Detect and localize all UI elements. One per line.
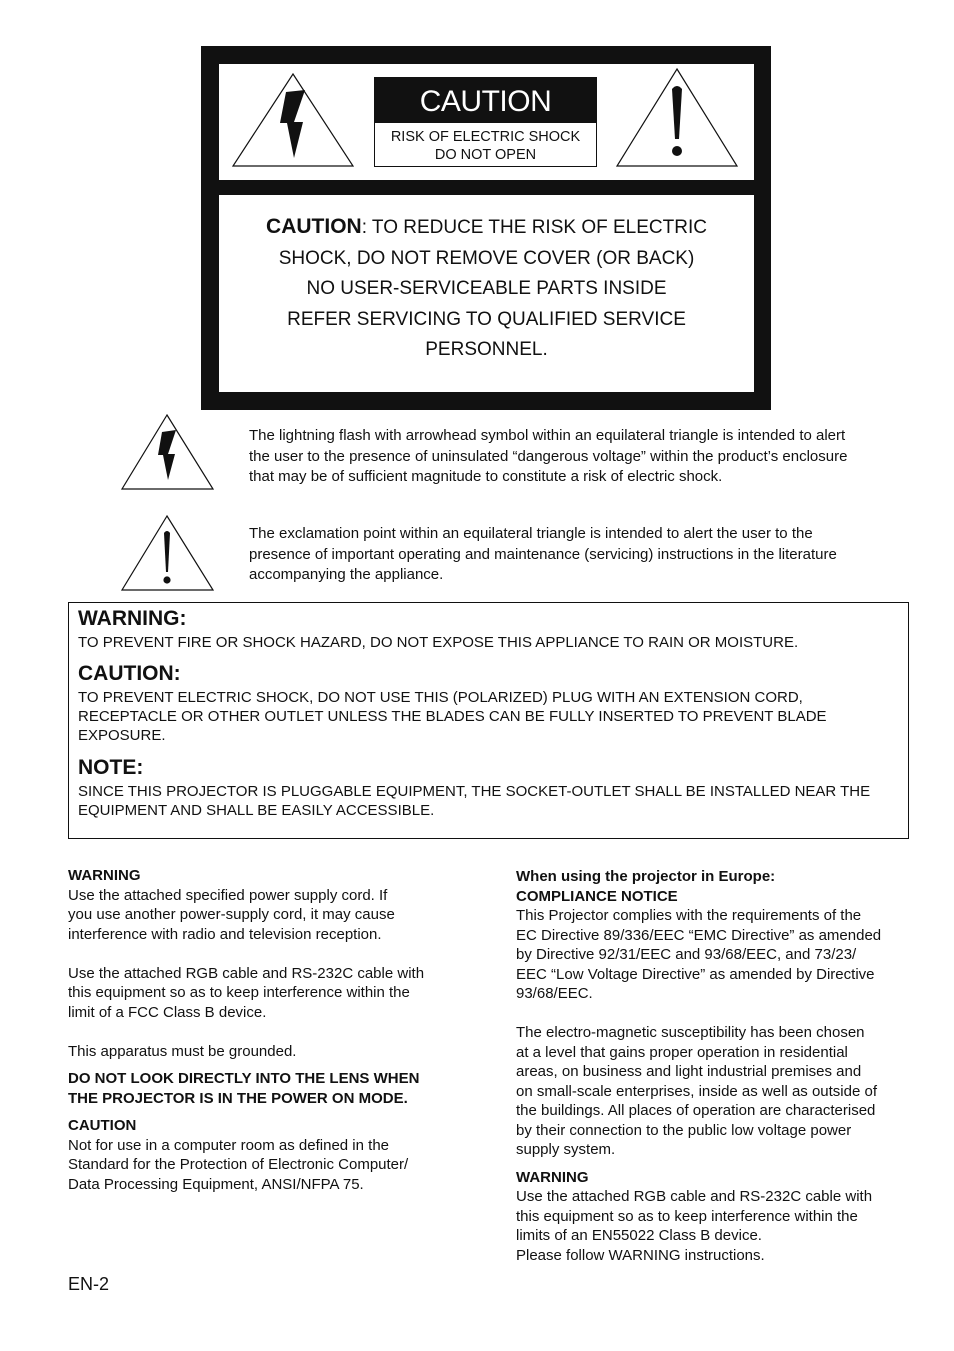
left-caution-heading: CAUTION — [68, 1117, 137, 1134]
left-caution-line: Data Processing Equipment, ANSI/NFPA 75. — [68, 1175, 364, 1193]
caution-statement-line: PERSONNEL. — [425, 339, 548, 360]
em-line: areas, on business and light industrial premises and — [516, 1063, 862, 1080]
caution-statement-bold: CAUTION — [266, 215, 362, 238]
left-grounded-text: This apparatus must be grounded. — [68, 1042, 297, 1060]
em-line: by their connection to the public low voltage power — [516, 1121, 852, 1139]
em-line: the buildings. All places of operation are characterised — [516, 1102, 876, 1119]
caution-statement-line: SHOCK, DO NOT REMOVE COVER (OR BACK) — [278, 247, 695, 269]
europe-heading: When using the projector in Europe: — [516, 868, 776, 885]
left-warning-heading: WARNING — [68, 867, 141, 884]
caution-statement-line — [219, 212, 754, 244]
left-rgb-line: this equipment so as to keep interference within the — [68, 984, 410, 1001]
left-lens-warning: DO NOT LOOK DIRECTLY INTO THE LENS WHEN — [68, 1070, 420, 1087]
compliance-line: EC Directive 89/336/EEC “EMC Directive” as amended — [516, 926, 882, 944]
exclamation-triangle-icon — [615, 67, 739, 168]
em-line: on small-scale enterprises, inside as well as outside of — [516, 1082, 878, 1100]
note-text-line: EQUIPMENT AND SHALL BE EASILY ACCESSIBLE. — [78, 802, 435, 819]
em-line: supply system. — [516, 1141, 616, 1158]
exclamation-symbol-description — [249, 524, 929, 586]
lightning-symbol-icon — [120, 413, 215, 491]
left-lens-warning: THE PROJECTOR IS IN THE POWER ON MODE. — [68, 1089, 408, 1107]
warning-heading: WARNING: — [78, 607, 187, 630]
compliance-line: EEC “Low Voltage Directive” as amended by Directive — [516, 965, 875, 983]
left-caution-line: Not for use in a computer room as defined in the — [68, 1136, 390, 1154]
right-warning-line: Please follow WARNING instructions. — [516, 1246, 765, 1264]
caution-statement — [219, 212, 754, 366]
right-warning-line: limits of an EN55022 Class B device. — [516, 1227, 762, 1244]
note-text-line: SINCE THIS PROJECTOR IS PLUGGABLE EQUIPMENT, THE SOCKET-OUTLET SHALL BE INSTALLED NEAR THE — [78, 783, 871, 800]
warning-text: TO PREVENT FIRE OR SHOCK HAZARD, DO NOT EXPOSE THIS APPLIANCE TO RAIN OR MOISTURE. — [78, 634, 799, 651]
description-line: The exclamation point within an equilateral triangle is intended to alert the user to the — [249, 525, 813, 542]
left-caution-line: Standard for the Protection of Electronic Computer/ — [68, 1156, 409, 1173]
em-line: The electro-magnetic susceptibility has been chosen — [516, 1024, 865, 1041]
description-line: presence of important operating and maintenance (servicing) instructions in the literature — [249, 545, 837, 563]
caution-text-line: TO PREVENT ELECTRIC SHOCK, DO NOT USE THIS (POLARIZED) PLUG WITH AN EXTENSION CORD, — [78, 689, 803, 706]
lightning-symbol-description — [249, 426, 929, 488]
compliance-heading: COMPLIANCE NOTICE — [516, 887, 678, 905]
right-warning-line: Use the attached RGB cable and RS-232C cable with — [516, 1188, 873, 1205]
left-warning-line: Use the attached specified power supply cord. If — [68, 886, 388, 904]
caution-label-line: RISK OF ELECTRIC SHOCK — [390, 129, 581, 145]
caution-text — [78, 688, 827, 745]
page-number: EN-2 — [68, 1274, 110, 1294]
description-line: the user to the presence of uninsulated “dangerous voltage” within the product’s enclosure — [249, 447, 848, 465]
caution-text-line: EXPOSURE. — [78, 727, 166, 744]
left-warning-line: interference with radio and television reception. — [68, 925, 382, 943]
caution-statement-line: REFER SERVICING TO QUALIFIED SERVICE — [287, 308, 686, 330]
caution-label — [374, 77, 597, 167]
right-column — [516, 867, 936, 1265]
left-rgb-line: limit of a FCC Class B device. — [68, 1003, 267, 1021]
description-line: The lightning flash with arrowhead symbol within an equilateral triangle is intended to alert — [249, 427, 846, 444]
exclamation-symbol-icon — [120, 514, 215, 592]
compliance-line: 93/68/EEC. — [516, 985, 593, 1002]
left-rgb-line: Use the attached RGB cable and RS-232C cable with — [68, 964, 425, 982]
description-line: accompanying the appliance. — [249, 566, 444, 583]
compliance-line: by Directive 92/31/EEC and 93/68/EEC, and 73/23/ — [516, 946, 857, 963]
right-warning-line: this equipment so as to keep interference within the — [516, 1207, 858, 1225]
note-heading: NOTE: — [78, 756, 144, 779]
note-text — [78, 782, 870, 820]
caution-heading: CAUTION: — [78, 662, 181, 685]
caution-label-title: CAUTION — [375, 78, 596, 123]
compliance-line: This Projector complies with the requirements of the — [516, 907, 862, 924]
caution-label-subtitle — [375, 128, 596, 164]
description-line: that may be of sufficient magnitude to constitute a risk of electric shock. — [249, 468, 723, 485]
caution-text-line: RECEPTACLE OR OTHER OUTLET UNLESS THE BLADES CAN BE FULLY INSERTED TO PREVENT BLADE — [78, 708, 827, 725]
left-column — [68, 866, 468, 1194]
caution-statement-text: : TO REDUCE THE RISK OF ELECTRIC — [361, 217, 707, 238]
lightning-triangle-icon — [231, 72, 355, 168]
right-warning-heading: WARNING — [516, 1168, 589, 1186]
left-warning-line: you use another power-supply cord, it may cause — [68, 906, 395, 923]
em-line: at a level that gains proper operation in residential — [516, 1043, 848, 1061]
caution-statement-line: NO USER-SERVICEABLE PARTS INSIDE — [306, 278, 667, 299]
caution-label-line: DO NOT OPEN — [434, 147, 537, 163]
